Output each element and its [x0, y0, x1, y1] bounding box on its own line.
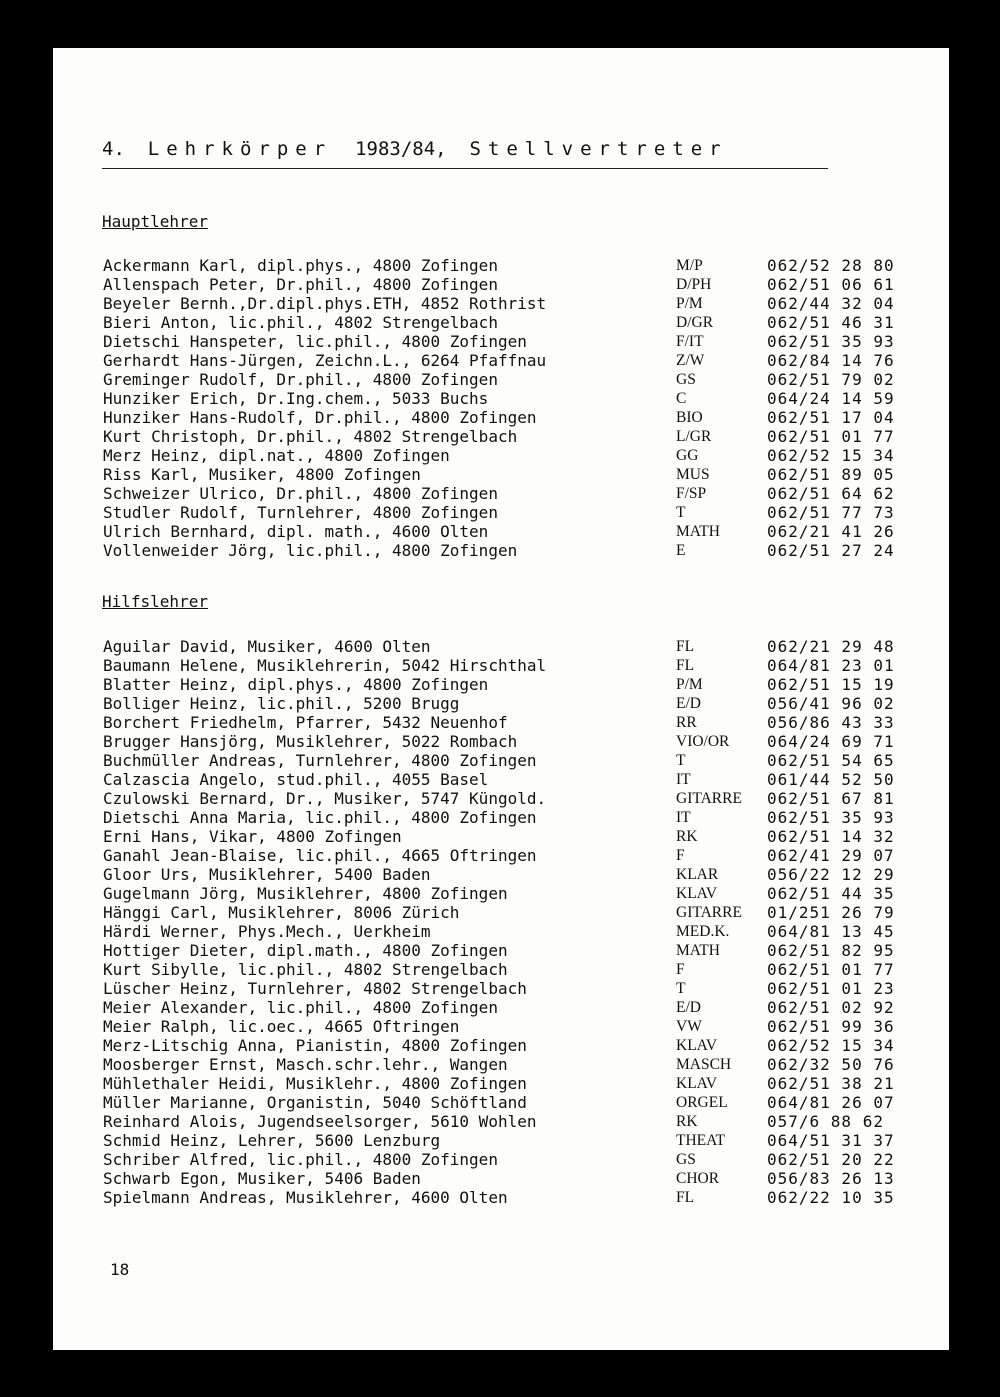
hauptlehrer-list: [103, 256, 923, 560]
teacher-name: Vollenweider Jörg, lic.phil., 4800 Zofingen: [103, 541, 518, 560]
teacher-row: [103, 370, 923, 389]
teacher-row: [103, 903, 923, 922]
teacher-subject: F: [676, 961, 685, 978]
teacher-subject: F/SP: [676, 485, 707, 502]
teacher-phone: 062/51 20 22: [767, 1150, 895, 1169]
teacher-subject: KLAV: [676, 885, 718, 902]
teacher-phone: 062/51 01 23: [767, 979, 895, 998]
teacher-row: [103, 294, 923, 313]
teacher-phone: 062/51 38 21: [767, 1074, 895, 1093]
teacher-subject: P/M: [676, 295, 703, 312]
teacher-row: [103, 408, 923, 427]
teacher-row: [103, 960, 923, 979]
teacher-phone: 062/51 82 95: [767, 941, 895, 960]
teacher-row: [103, 1093, 923, 1112]
teacher-phone: 056/41 96 02: [767, 694, 895, 713]
teacher-subject: THEAT: [676, 1132, 726, 1149]
teacher-row: [103, 675, 923, 694]
page-heading: [102, 138, 828, 169]
teacher-row: [103, 1169, 923, 1188]
teacher-phone: 062/51 06 61: [767, 275, 895, 294]
teacher-subject: CHOR: [676, 1170, 720, 1187]
teacher-name: Meier Alexander, lic.phil., 4800 Zofingen: [103, 998, 498, 1017]
teacher-subject: D/PH: [676, 276, 712, 293]
teacher-subject: MED.K.: [676, 923, 730, 940]
teacher-name: Kurt Christoph, Dr.phil., 4802 Strengelbach: [103, 427, 518, 446]
teacher-row: [103, 503, 923, 522]
teacher-subject: IT: [676, 771, 691, 788]
teacher-name: Blatter Heinz, dipl.phys., 4800 Zofingen: [103, 675, 489, 694]
teacher-phone: 062/51 01 77: [767, 960, 895, 979]
teacher-row: [103, 1131, 923, 1150]
teacher-row: [103, 827, 923, 846]
teacher-subject: GITARRE: [676, 790, 742, 807]
teacher-phone: 062/21 41 26: [767, 522, 895, 541]
teacher-phone: 062/51 44 35: [767, 884, 895, 903]
teacher-phone: 062/51 15 19: [767, 675, 895, 694]
teacher-row: [103, 465, 923, 484]
teacher-subject: M/P: [676, 257, 703, 274]
teacher-name: Bieri Anton, lic.phil., 4802 Strengelbach: [103, 313, 498, 332]
teacher-row: [103, 313, 923, 332]
teacher-row: [103, 1150, 923, 1169]
teacher-phone: 062/51 27 24: [767, 541, 895, 560]
teacher-name: Meier Ralph, lic.oec., 4665 Oftringen: [103, 1017, 460, 1036]
teacher-name: Schweizer Ulrico, Dr.phil., 4800 Zofingen: [103, 484, 498, 503]
teacher-row: [103, 541, 923, 560]
teacher-row: [103, 446, 923, 465]
teacher-phone: 064/81 23 01: [767, 656, 895, 675]
teacher-subject: FL: [676, 1189, 695, 1206]
teacher-subject: RR: [676, 714, 697, 731]
teacher-name: Härdi Werner, Phys.Mech., Uerkheim: [103, 922, 431, 941]
hilfslehrer-list: [103, 637, 923, 1207]
teacher-phone: 062/32 50 76: [767, 1055, 895, 1074]
teacher-row: [103, 713, 923, 732]
teacher-phone: 062/51 54 65: [767, 751, 895, 770]
teacher-subject: RK: [676, 828, 698, 845]
teacher-row: [103, 751, 923, 770]
teacher-phone: 062/51 79 02: [767, 370, 895, 389]
teacher-name: Merz Heinz, dipl.nat., 4800 Zofingen: [103, 446, 450, 465]
teacher-subject: E: [676, 542, 686, 559]
teacher-row: [103, 522, 923, 541]
teacher-row: [103, 1055, 923, 1074]
teacher-name: Beyeler Bernh.,Dr.dipl.phys.ETH, 4852 Rothrist: [103, 294, 547, 313]
teacher-row: [103, 941, 923, 960]
teacher-phone: 062/51 02 92: [767, 998, 895, 1017]
teacher-subject: BIO: [676, 409, 703, 426]
teacher-phone: 064/24 14 59: [767, 389, 895, 408]
teacher-row: [103, 1017, 923, 1036]
teacher-row: [103, 694, 923, 713]
teacher-row: [103, 770, 923, 789]
teacher-name: Müller Marianne, Organistin, 5040 Schöftland: [103, 1093, 527, 1112]
section-title-hauptlehrer: Hauptlehrer: [102, 212, 208, 231]
teacher-name: Spielmann Andreas, Musiklehrer, 4600 Olten: [103, 1188, 508, 1207]
teacher-name: Schwarb Egon, Musiker, 5406 Baden: [103, 1169, 421, 1188]
teacher-phone: 062/52 15 34: [767, 1036, 895, 1055]
teacher-subject: F/IT: [676, 333, 704, 350]
teacher-phone: 062/52 15 34: [767, 446, 895, 465]
teacher-name: Mühlethaler Heidi, Musiklehr., 4800 Zofingen: [103, 1074, 527, 1093]
teacher-name: Reinhard Alois, Jugendseelsorger, 5610 Wohlen: [103, 1112, 537, 1131]
teacher-row: [103, 484, 923, 503]
teacher-subject: MATH: [676, 942, 720, 959]
teacher-row: [103, 1112, 923, 1131]
teacher-phone: 062/44 32 04: [767, 294, 895, 313]
teacher-name: Ackermann Karl, dipl.phys., 4800 Zofingen: [103, 256, 498, 275]
teacher-subject: RK: [676, 1113, 698, 1130]
teacher-row: [103, 389, 923, 408]
teacher-subject: MASCH: [676, 1056, 732, 1073]
teacher-name: Studler Rudolf, Turnlehrer, 4800 Zofingen: [103, 503, 498, 522]
teacher-row: [103, 351, 923, 370]
teacher-subject: T: [676, 504, 686, 521]
teacher-phone: 062/51 99 36: [767, 1017, 895, 1036]
teacher-row: [103, 998, 923, 1017]
teacher-name: Schmid Heinz, Lehrer, 5600 Lenzburg: [103, 1131, 441, 1150]
teacher-name: Brugger Hansjörg, Musiklehrer, 5022 Rombach: [103, 732, 518, 751]
teacher-subject: KLAR: [676, 866, 719, 883]
teacher-phone: 01/251 26 79: [767, 903, 895, 922]
teacher-phone: 056/83 26 13: [767, 1169, 895, 1188]
teacher-row: [103, 332, 923, 351]
teacher-name: Riss Karl, Musiker, 4800 Zofingen: [103, 465, 421, 484]
teacher-subject: F: [676, 847, 685, 864]
teacher-phone: 062/51 01 77: [767, 427, 895, 446]
teacher-phone: 062/41 29 07: [767, 846, 895, 865]
teacher-row: [103, 1036, 923, 1055]
teacher-name: Borchert Friedhelm, Pfarrer, 5432 Neuenhof: [103, 713, 508, 732]
teacher-name: Kurt Sibylle, lic.phil., 4802 Strengelbach: [103, 960, 508, 979]
teacher-subject: VIO/OR: [676, 733, 730, 750]
teacher-phone: 057/6 88 62: [767, 1112, 884, 1131]
teacher-subject: E/D: [676, 999, 701, 1016]
teacher-phone: 064/51 31 37: [767, 1131, 895, 1150]
section-title-hilfslehrer: Hilfslehrer: [102, 592, 208, 611]
teacher-phone: 062/51 89 05: [767, 465, 895, 484]
teacher-phone: 062/51 46 31: [767, 313, 895, 332]
teacher-name: Hunziker Erich, Dr.Ing.chem., 5033 Buchs: [103, 389, 489, 408]
teacher-name: Buchmüller Andreas, Turnlehrer, 4800 Zofingen: [103, 751, 537, 770]
teacher-name: Gloor Urs, Musiklehrer, 5400 Baden: [103, 865, 431, 884]
teacher-subject: GS: [676, 1151, 696, 1168]
teacher-name: Dietschi Anna Maria, lic.phil., 4800 Zofingen: [103, 808, 537, 827]
teacher-phone: 062/51 35 93: [767, 808, 895, 827]
heading-title: Lehrkörper: [147, 138, 333, 160]
teacher-phone: 056/86 43 33: [767, 713, 895, 732]
teacher-phone: 062/51 17 04: [767, 408, 895, 427]
teacher-subject: KLAV: [676, 1037, 718, 1054]
teacher-row: [103, 884, 923, 903]
teacher-subject: FL: [676, 638, 695, 655]
teacher-name: Gerhardt Hans-Jürgen, Zeichn.L., 6264 Pfaffnau: [103, 351, 547, 370]
teacher-subject: GITARRE: [676, 904, 742, 921]
teacher-row: [103, 637, 923, 656]
teacher-phone: 062/51 77 73: [767, 503, 895, 522]
teacher-phone: 056/22 12 29: [767, 865, 895, 884]
teacher-row: [103, 846, 923, 865]
teacher-subject: C: [676, 390, 687, 407]
teacher-name: Greminger Rudolf, Dr.phil., 4800 Zofingen: [103, 370, 498, 389]
teacher-row: [103, 1074, 923, 1093]
teacher-row: [103, 732, 923, 751]
teacher-subject: FL: [676, 657, 695, 674]
teacher-name: Czulowski Bernard, Dr., Musiker, 5747 Küngold.: [103, 789, 547, 808]
teacher-row: [103, 275, 923, 294]
teacher-phone: 062/51 14 32: [767, 827, 895, 846]
heading-number: 4.: [102, 138, 125, 160]
teacher-phone: 062/51 64 62: [767, 484, 895, 503]
teacher-name: Merz-Litschig Anna, Pianistin, 4800 Zofingen: [103, 1036, 527, 1055]
teacher-phone: 064/81 13 45: [767, 922, 895, 941]
teacher-row: [103, 427, 923, 446]
teacher-subject: KLAV: [676, 1075, 718, 1092]
teacher-name: Aguilar David, Musiker, 4600 Olten: [103, 637, 431, 656]
teacher-subject: GG: [676, 447, 699, 464]
teacher-name: Hottiger Dieter, dipl.math., 4800 Zofingen: [103, 941, 508, 960]
teacher-name: Ulrich Bernhard, dipl. math., 4600 Olten: [103, 522, 489, 541]
heading-subtitle: Stellvertreter: [469, 138, 728, 160]
heading-year: 1983/84,: [355, 138, 447, 160]
teacher-phone: 064/24 69 71: [767, 732, 895, 751]
teacher-name: Baumann Helene, Musiklehrerin, 5042 Hirschthal: [103, 656, 547, 675]
teacher-name: Moosberger Ernst, Masch.schr.lehr., Wangen: [103, 1055, 508, 1074]
teacher-phone: 062/51 67 81: [767, 789, 895, 808]
teacher-phone: 062/52 28 80: [767, 256, 895, 275]
teacher-phone: 062/21 29 48: [767, 637, 895, 656]
teacher-row: [103, 922, 923, 941]
document-page: [53, 48, 949, 1350]
teacher-subject: T: [676, 980, 686, 997]
teacher-subject: P/M: [676, 676, 703, 693]
teacher-row: [103, 256, 923, 275]
teacher-subject: MATH: [676, 523, 720, 540]
teacher-row: [103, 789, 923, 808]
teacher-name: Bolliger Heinz, lic.phil., 5200 Brugg: [103, 694, 460, 713]
teacher-phone: 061/44 52 50: [767, 770, 895, 789]
teacher-row: [103, 808, 923, 827]
teacher-name: Schriber Alfred, lic.phil., 4800 Zofingen: [103, 1150, 498, 1169]
teacher-name: Erni Hans, Vikar, 4800 Zofingen: [103, 827, 402, 846]
teacher-name: Allenspach Peter, Dr.phil., 4800 Zofingen: [103, 275, 498, 294]
teacher-subject: GS: [676, 371, 696, 388]
teacher-subject: Z/W: [676, 352, 705, 369]
teacher-name: Dietschi Hanspeter, lic.phil., 4800 Zofingen: [103, 332, 527, 351]
teacher-phone: 062/84 14 76: [767, 351, 895, 370]
teacher-phone: 064/81 26 07: [767, 1093, 895, 1112]
teacher-row: [103, 1188, 923, 1207]
teacher-name: Lüscher Heinz, Turnlehrer, 4802 Strengelbach: [103, 979, 527, 998]
teacher-name: Gugelmann Jörg, Musiklehrer, 4800 Zofingen: [103, 884, 508, 903]
teacher-subject: ORGEL: [676, 1094, 728, 1111]
teacher-subject: E/D: [676, 695, 701, 712]
teacher-row: [103, 979, 923, 998]
teacher-subject: MUS: [676, 466, 710, 483]
teacher-phone: 062/51 35 93: [767, 332, 895, 351]
teacher-row: [103, 865, 923, 884]
page-number: 18: [110, 1260, 130, 1279]
teacher-name: Ganahl Jean-Blaise, lic.phil., 4665 Oftringen: [103, 846, 537, 865]
teacher-subject: T: [676, 752, 686, 769]
teacher-name: Calzascia Angelo, stud.phil., 4055 Basel: [103, 770, 489, 789]
teacher-subject: L/GR: [676, 428, 712, 445]
teacher-subject: VW: [676, 1018, 702, 1035]
teacher-subject: D/GR: [676, 314, 714, 331]
teacher-subject: IT: [676, 809, 691, 826]
teacher-phone: 062/22 10 35: [767, 1188, 895, 1207]
teacher-name: Hunziker Hans-Rudolf, Dr.phil., 4800 Zofingen: [103, 408, 537, 427]
teacher-row: [103, 656, 923, 675]
teacher-name: Hänggi Carl, Musiklehrer, 8006 Zürich: [103, 903, 460, 922]
